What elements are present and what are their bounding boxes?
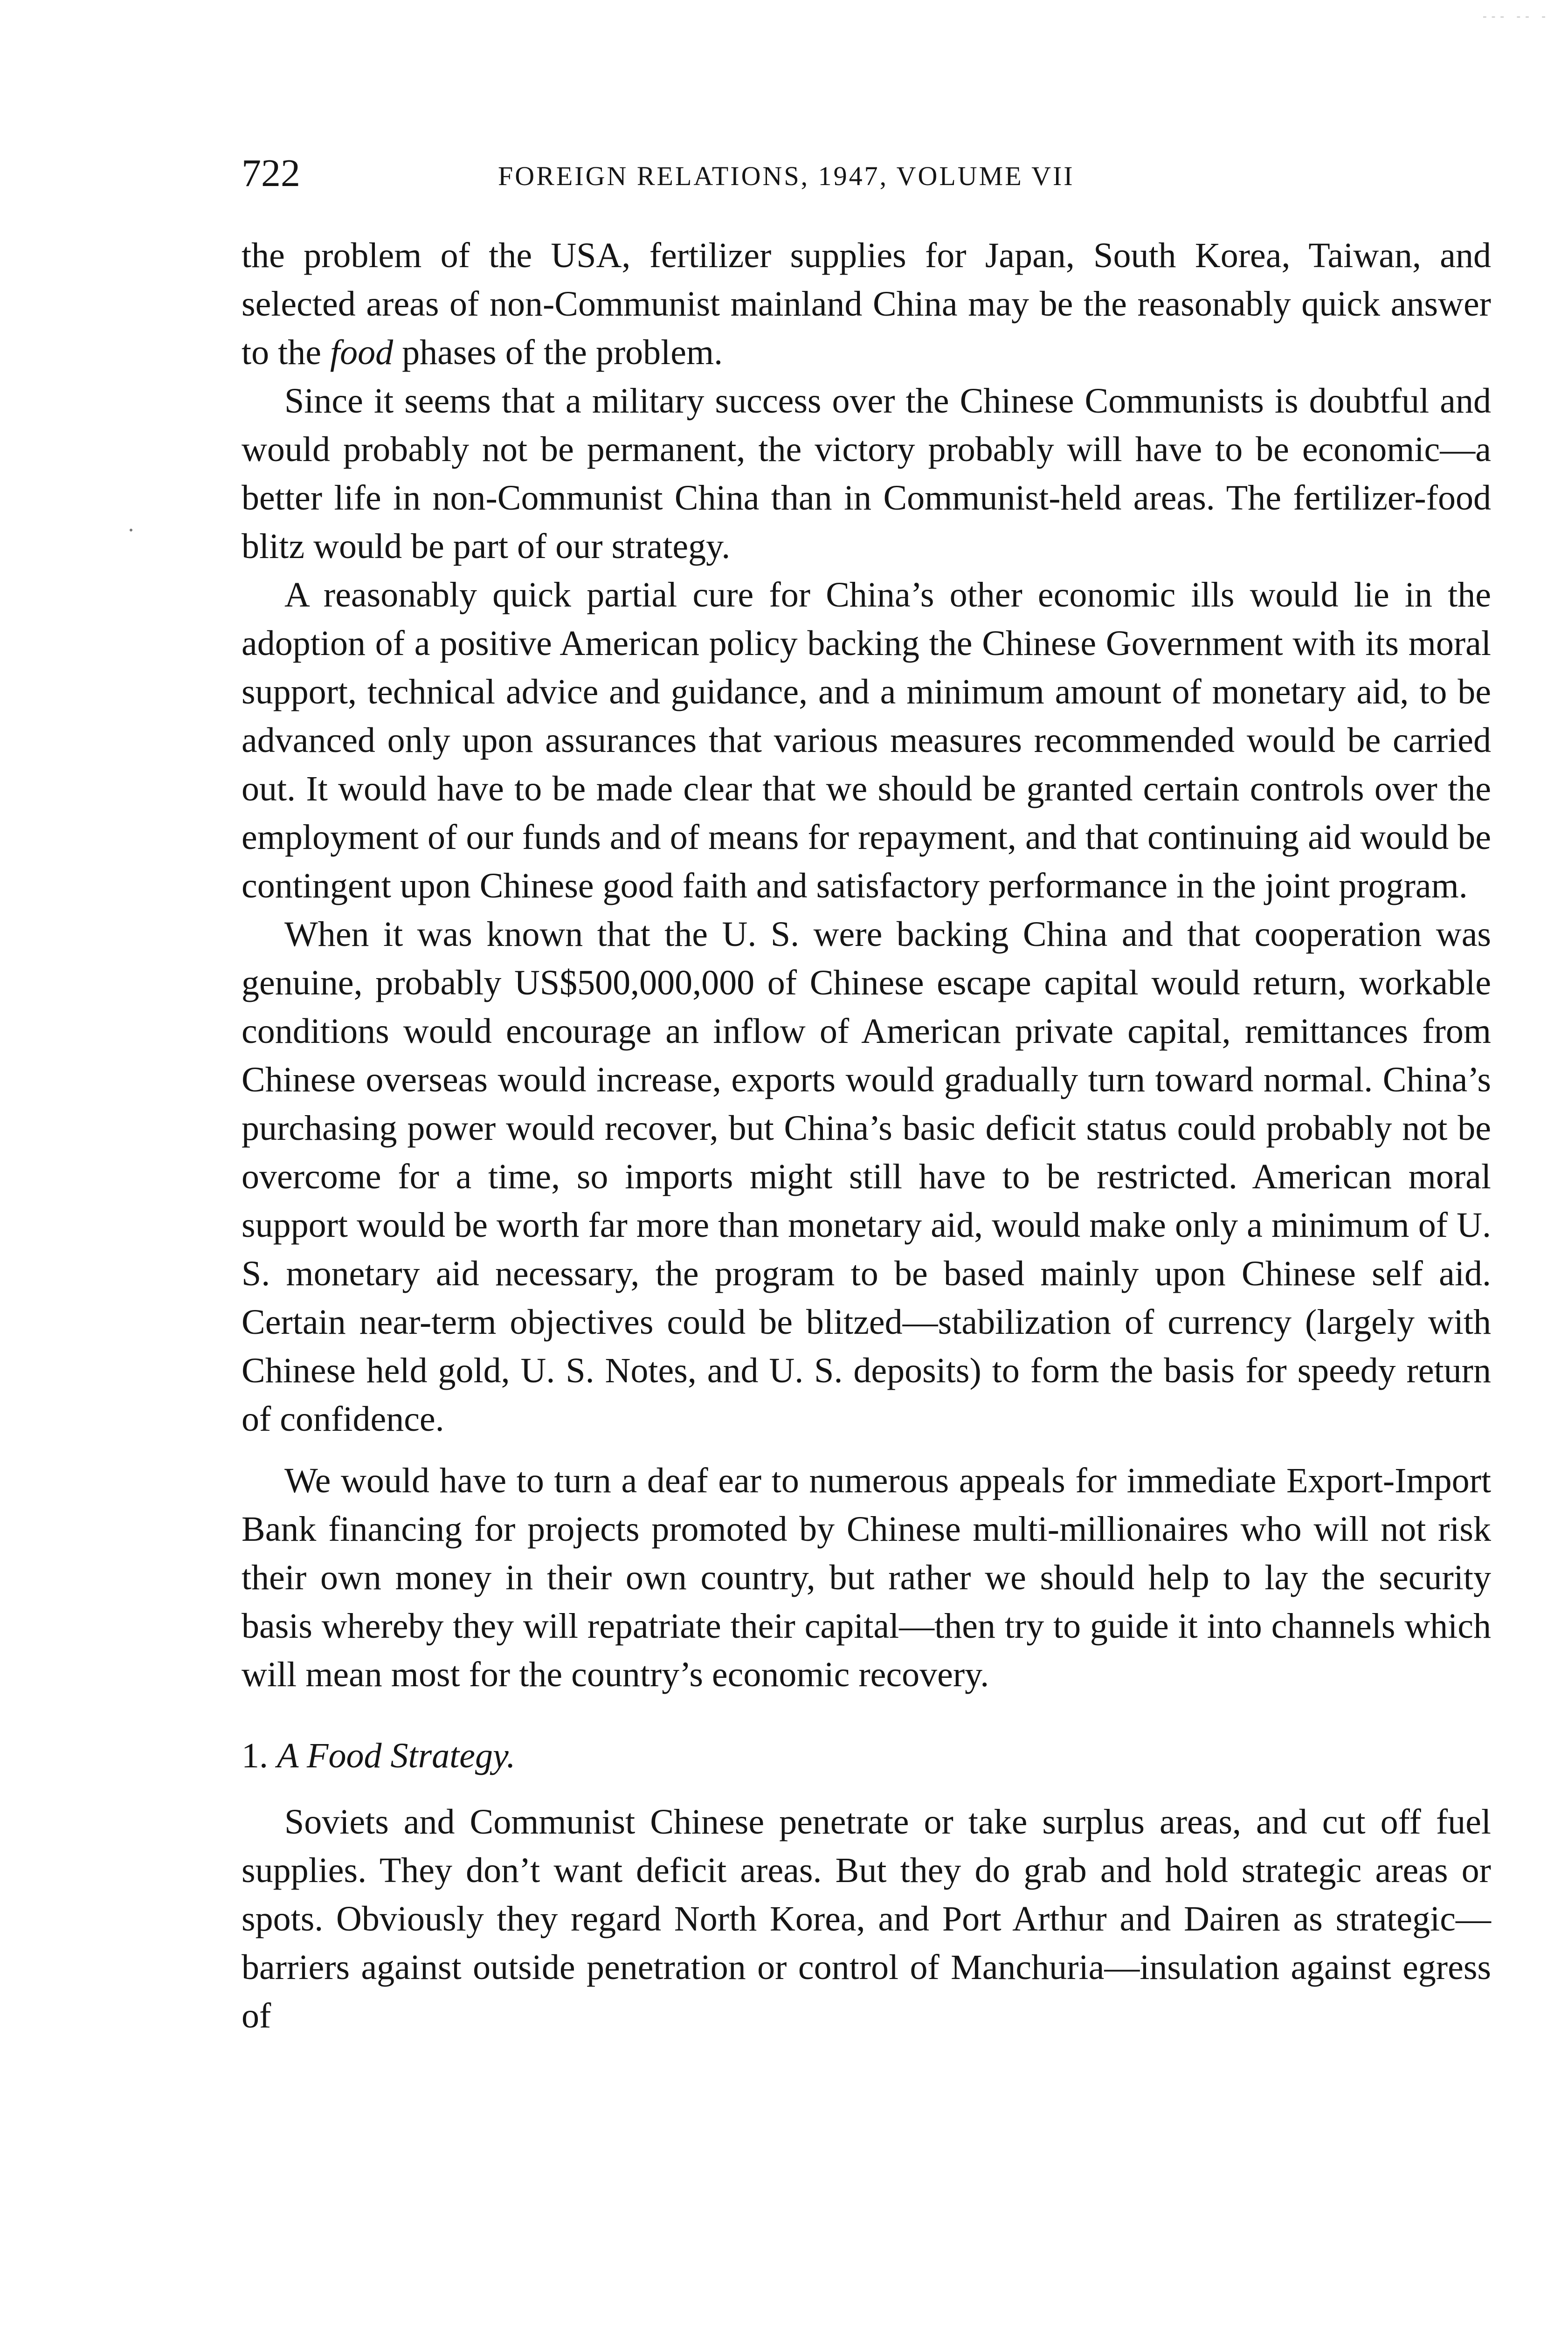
paragraph-6: Soviets and Communist Chinese penetrate or take surplus areas, and cut off fuel supplies. They don’t want deficit areas. But they do grab and hold strategic areas or spots. Obviously they regard North Korea, and Port Arthur and Dairen as strategic—barriers against outside penetration or control of Manchuria—insulation against egress of xyxy=(242,1802,1491,2035)
running-header xyxy=(242,150,1491,201)
paragraph-4: When it was known that the U. S. were backing China and that cooperation was genuine, probably US$500,000,000 of Chinese escape capital would return, workable conditions would encourage an inflow of American private capital, remittances from Chinese overseas would increase, exports would gradually turn toward normal. China’s purchasing power would recover, but China’s basic deficit status could probably not be overcome for a time, so imports might still have to be restricted. American moral support would be worth far more than monetary aid, would make only a minimum of U. S. monetary aid necessary, the program to be based mainly upon Chinese self aid. Certain near-term objectives could be blitzed—stabilization of currency (largely with Chinese held gold, U. S. Notes, and U. S. deposits) to form the basis for speedy return of confidence. xyxy=(242,915,1491,1439)
section-heading xyxy=(242,1731,1491,1780)
paragraph-2: Since it seems that a military success over the Chinese Communists is doubtful and would probably not be permanent, the victory probably will have to be economic—a better life in non-Communist China than in Communist-held areas. The fertilizer-food blitz would be part of our strategy. xyxy=(242,381,1491,566)
emphasis-food: food xyxy=(330,333,394,372)
paragraph-1 xyxy=(242,231,1491,377)
section-number: 1. xyxy=(242,1736,268,1775)
margin-dot xyxy=(130,529,132,531)
header-title: FOREIGN RELATIONS, 1947, VOLUME VII xyxy=(498,161,1075,191)
page-number: 722 xyxy=(242,152,300,195)
section-title: A Food Strategy. xyxy=(277,1736,516,1775)
paragraph-3: A reasonably quick partial cure for China’s other economic ills would lie in the adoption of a positive American policy backing the Chinese Government with its moral support, technical advice and guidance, and a minimum amount of monetary aid, to be advanced only upon assurances that various measures recommended would be carried out. It would have to be made clear that we should be granted certain controls over the employment of our funds and of means for repayment, and that continuing aid would be contingent upon Chinese good faith and satisfactory performance in the joint program. xyxy=(242,575,1491,905)
paragraph-1-text-before: the problem of the USA, fertilizer supplies for Japan, South Korea, Taiwan, and selected areas of non-Communist mainland China may be the reasonably quick answer to the xyxy=(242,236,1491,372)
document-body xyxy=(242,231,1491,2040)
paragraph-5: We would have to turn a deaf ear to numerous appeals for immediate Export-Import Bank financing for projects promoted by Chinese multi-millionaires who will not risk their own money in their own country, but rather we should help to lay the security basis whereby they will repatriate their capital—then try to guide it into channels which will mean most for the country’s economic recovery. xyxy=(242,1461,1491,1694)
paragraph-1-text-after: phases of the problem. xyxy=(393,333,723,372)
corner-scan-mark: --- -- - xyxy=(1483,9,1550,23)
